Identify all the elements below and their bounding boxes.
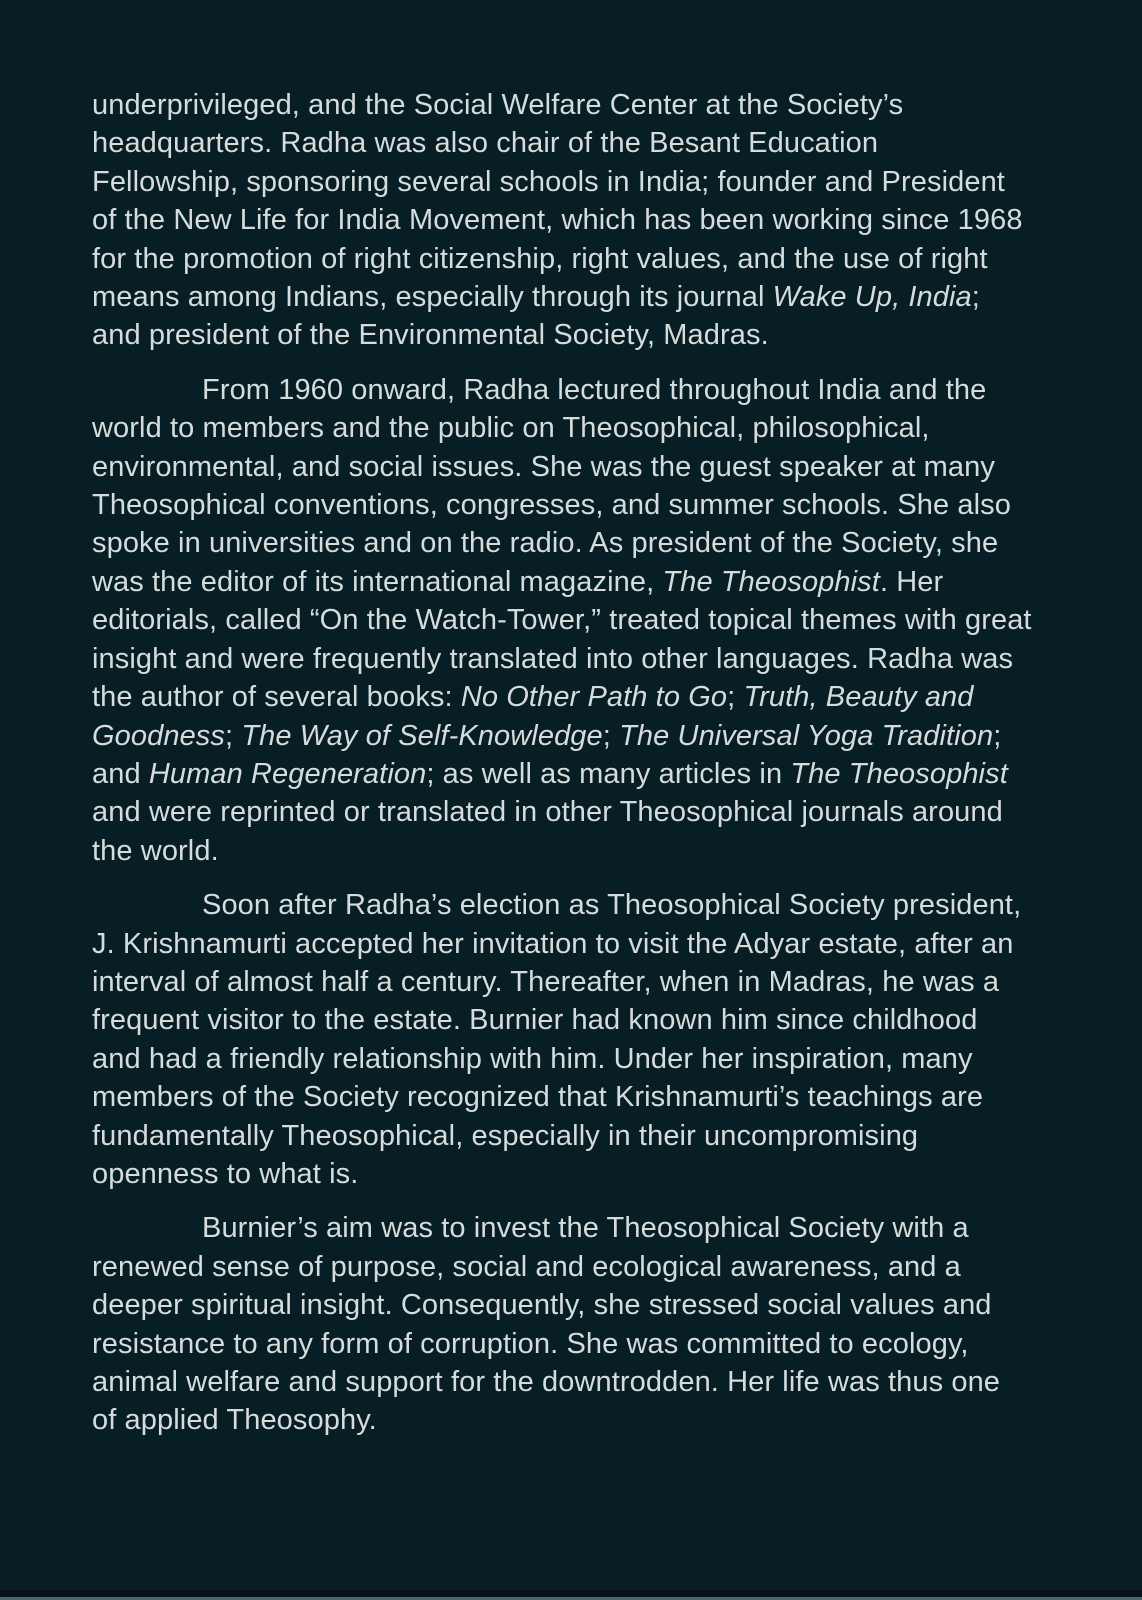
italic-text-segment: Truth, Beauty and Goodness [92,681,974,752]
text-segment: ; as well as many articles in [426,757,791,790]
page-bottom-shadow [0,1590,1142,1597]
italic-text-segment: The Way of Self-Knowledge [241,719,603,752]
paragraph [92,1209,1032,1439]
italic-text-segment: The Theosophist [790,757,1008,790]
text-segment: From 1960 onward, Radha lectured throughout India and the world to members and the public on Theosophical, philosophical, environmental, and social issues. She was the guest speaker at many Theosophical conventions, congresses, and summer schools. She also spoke in universities and on the radio. As president of the Society, she was the editor of its international magazine, [92,373,1011,598]
text-segment: ; and president of the Environmental Society, Madras. [92,281,980,352]
text-segment: Burnier’s aim was to invest the Theosophical Society with a renewed sense of purpose, social and ecological awareness, and a deeper spiritual insight. Consequently, she stressed social values and resistance to any form of corruption. She was committed to ecology, animal welfare and support for the downtrodden. Her life was thus one of applied Theosophy. [92,1212,1001,1437]
text-segment: ; and [92,719,1002,790]
italic-text-segment: Wake Up, India [772,281,972,314]
text-segment: ; [727,681,744,714]
text-segment: underprivileged, and the Social Welfare Center at the Society’s headquarters. Radha was also chair of the Besant Education Fellowship, sponsoring several schools in India; founder and President of the New Life for India Movement, which has been working since 1968 for the promotion of right citizenship, right values, and the use of right means among Indians, especially through its journal [92,89,1023,314]
text-segment: . Her editorials, called “On the Watch-Tower,” treated topical themes with great insight and were frequently translated into other languages. Radha was the author of several books: [92,565,1032,714]
text-segment: Soon after Radha’s election as Theosophical Society president, J. Krishnamurti accepted her invitation to visit the Adyar estate, after an interval of almost half a century. Thereafter, when in Madras, he was a frequent visitor to the estate. Burnier had known him since childhood and had a friendly relationship with him. Under her inspiration, many members of the Society recognized that Krishnamurti’s teachings are fundamentally Theosophical, especially in their uncompromising openness to what is. [92,889,1022,1190]
italic-text-segment: No Other Path to Go [460,681,728,714]
italic-text-segment: Human Regeneration [148,757,427,790]
paragraph [92,886,1032,1193]
paragraph [92,371,1032,870]
italic-text-segment: The Theosophist [662,565,880,598]
italic-text-segment: The Universal Yoga Tradition [619,719,994,752]
text-segment: ; [225,719,242,752]
text-segment: ; [602,719,620,752]
body-text [92,86,1032,1456]
paragraph [92,86,1032,355]
text-segment: and were reprinted or translated in other Theosophical journals around the world. [92,796,1003,867]
